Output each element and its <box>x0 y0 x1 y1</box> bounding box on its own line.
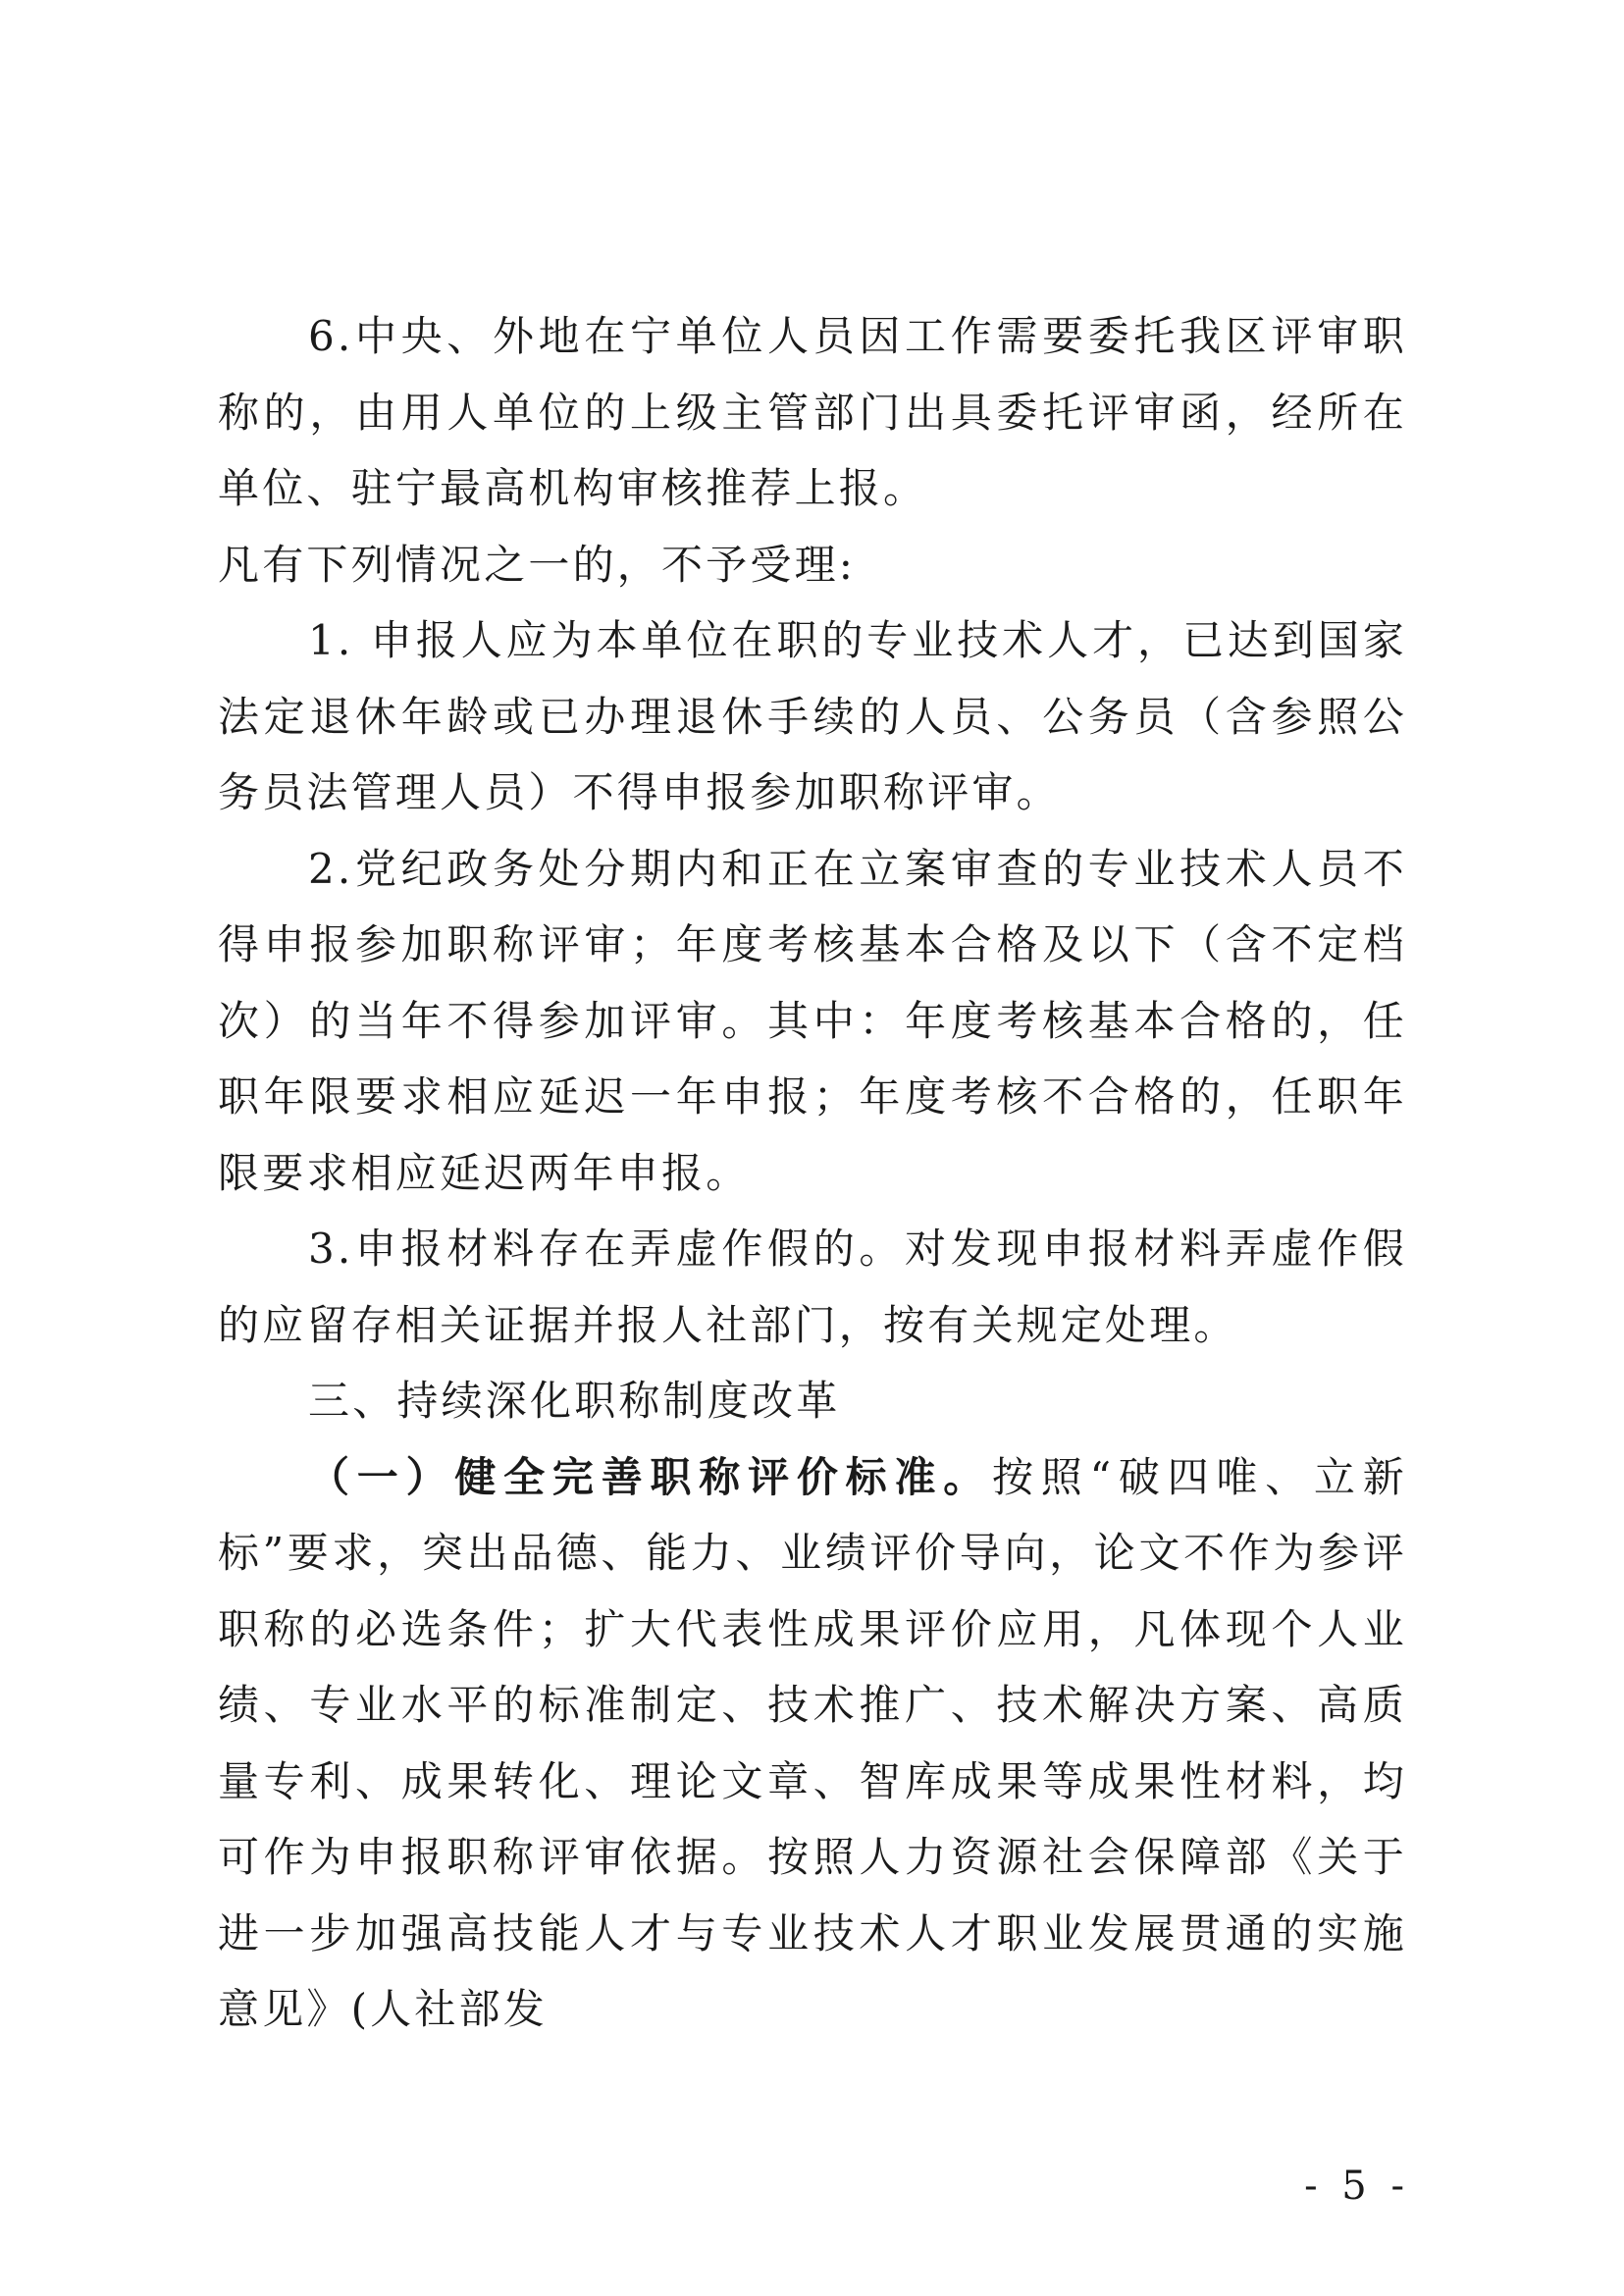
page-number: - 5 - <box>1304 2164 1410 2209</box>
subsection-paragraph <box>218 1439 1407 2048</box>
subsection-title: （一）健全完善职称评价标准。 <box>308 1452 993 1501</box>
exclusion-item-1: 1. 申报人应为本单位在职的专业技术人才，已达到国家法定退休年龄或已办理退休手续的人员、公务员（含参照公务员法管理人员）不得申报参加职称评审。 <box>218 616 1407 816</box>
subsection-text: 按照“破四唯、立新标”要求，突出品德、能力、业绩评价导向，论文不作为参评职称的必选条件；扩大代表性成果评价应用，凡体现个人业绩、专业水平的标准制定、技术推广、技术解决方案、高质量专利、成果转化、理论文章、智库成果等成果性材料，均可作为申报职称评审依据。按照人力资源社会保障部《关于进一步加强高技能人才与专业技术人才职业发展贯通的实施意见》(人社部发 <box>218 1452 1407 2033</box>
exclusion-intro: 凡有下列情况之一的，不予受理: <box>218 540 857 589</box>
section-heading: 三、持续深化职称制度改革 <box>308 1377 841 1425</box>
exclusion-item-3: 3.申报材料存在弄虚作假的。对发现申报材料弄虚作假的应留存相关证据并报人社部门，按有关规定处理。 <box>218 1225 1407 1349</box>
document-body <box>218 298 1407 2048</box>
exclusion-item-2: 2.党纪政务处分期内和正在立案审查的专业技术人员不得申报参加职称评审；年度考核基本合格及以下（含不定档次）的当年不得参加评审。其中：年度考核基本合格的，任职年限要求相应延迟一年申报；年度考核不合格的，任职年限要求相应延迟两年申报。 <box>218 844 1407 1197</box>
paragraph-item-6: 6.中央、外地在宁单位人员因工作需要委托我区评审职称的，由用人单位的上级主管部门出具委托评审函，经所在单位、驻宁最高机构审核推荐上报。 <box>218 312 1407 512</box>
